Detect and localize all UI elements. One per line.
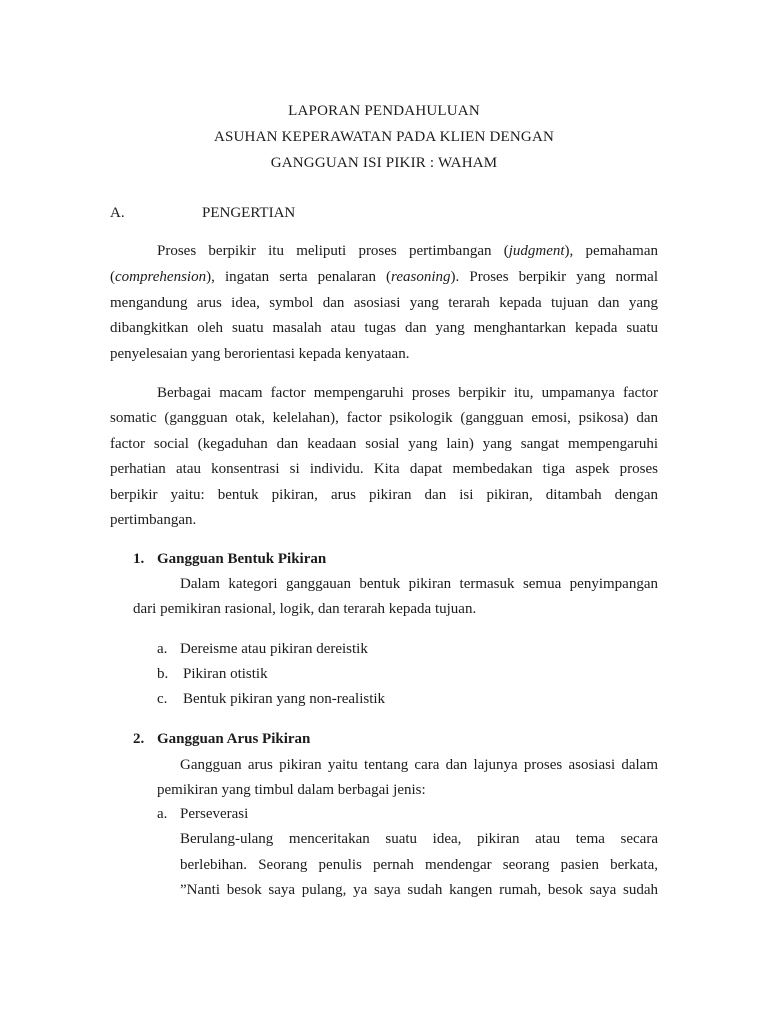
item2-number: 2. xyxy=(133,731,145,747)
item2-sub-a-title: Perseverasi xyxy=(180,806,249,822)
item2-sub-a-line-1: Berulang-ulang menceritakan suatu idea, pikiran atau tema secara xyxy=(180,831,658,847)
item2-sub-a-line-3: ”Nanti besok saya pulang, ya saya sudah kangen rumah, besok saya sudah xyxy=(180,882,658,898)
para1-line-2: (comprehension), ingatan serta penalaran (reasoning). Proses berpikir yang normal xyxy=(110,269,658,285)
item2-sub-a-line-2: berlebihan. Seorang penulis pernah mendengar seorang pasien berkata, xyxy=(180,857,658,873)
item1-list-letter-a: a. xyxy=(157,641,168,657)
document-title-line-1: LAPORAN PENDAHULUAN xyxy=(288,103,480,119)
para2-line-5: berpikir yaitu: bentuk pikiran, arus pikiran dan isi pikiran, ditambah dengan xyxy=(110,487,658,503)
item1-number: 1. xyxy=(133,551,145,567)
para2-line-4: perhatian atau konsentrasi si individu. Kita dapat membedakan tiga aspek proses xyxy=(110,461,658,477)
para2-line-3: factor social (kegaduhan dan keadaan sosial yang lain) yang sangat mempengaruhi xyxy=(110,436,658,452)
item1-heading: Gangguan Bentuk Pikiran xyxy=(157,551,327,567)
item1-list-item-a: Dereisme atau pikiran dereistik xyxy=(180,641,368,657)
document-title-line-2: ASUHAN KEPERAWATAN PADA KLIEN DENGAN xyxy=(213,129,555,145)
item1-list-letter-b: b. xyxy=(157,666,169,682)
para1-line-3: mengandung arus idea, symbol dan asosiasi yang terarah kepada tujuan dan yang xyxy=(110,295,658,311)
item1-para-line-2: dari pemikiran rasional, logik, dan terarah kepada tujuan. xyxy=(133,601,477,617)
item1-list-letter-c: c. xyxy=(157,691,168,707)
para2-line-1: Berbagai macam factor mempengaruhi proses berpikir itu, umpamanya factor xyxy=(157,385,658,401)
item1-list-item-b: Pikiran otistik xyxy=(183,666,268,682)
para1-line-4: dibangkitkan oleh suatu masalah atau tugas dan yang menghantarkan kepada suatu xyxy=(110,320,658,336)
item2-para-line-1: Gangguan arus pikiran yaitu tentang cara dan lajunya proses asosiasi dalam xyxy=(180,757,658,773)
section-a-heading: PENGERTIAN xyxy=(202,205,296,221)
item1-para-line-1: Dalam kategori ganggauan bentuk pikiran termasuk semua penyimpangan xyxy=(180,576,658,592)
para1-line-5: penyelesaian yang berorientasi kepada kenyataan. xyxy=(110,346,410,362)
para1-line-1: Proses berpikir itu meliputi proses pertimbangan (judgment), pemahaman xyxy=(157,243,658,259)
item2-para-line-2: pemikiran yang timbul dalam berbagai jenis: xyxy=(157,782,426,798)
item1-list-item-c: Bentuk pikiran yang non-realistik xyxy=(183,691,386,707)
para2-line-6: pertimbangan. xyxy=(110,512,197,528)
section-a-letter: A. xyxy=(110,205,125,221)
para2-line-2: somatic (gangguan otak, kelelahan), factor psikologik (gangguan emosi, psikosa) dan xyxy=(110,410,658,426)
document-title-line-3: GANGGUAN ISI PIKIR : WAHAM xyxy=(270,155,498,171)
item2-sub-a-letter: a. xyxy=(157,806,168,822)
item2-heading: Gangguan Arus Pikiran xyxy=(157,731,311,747)
